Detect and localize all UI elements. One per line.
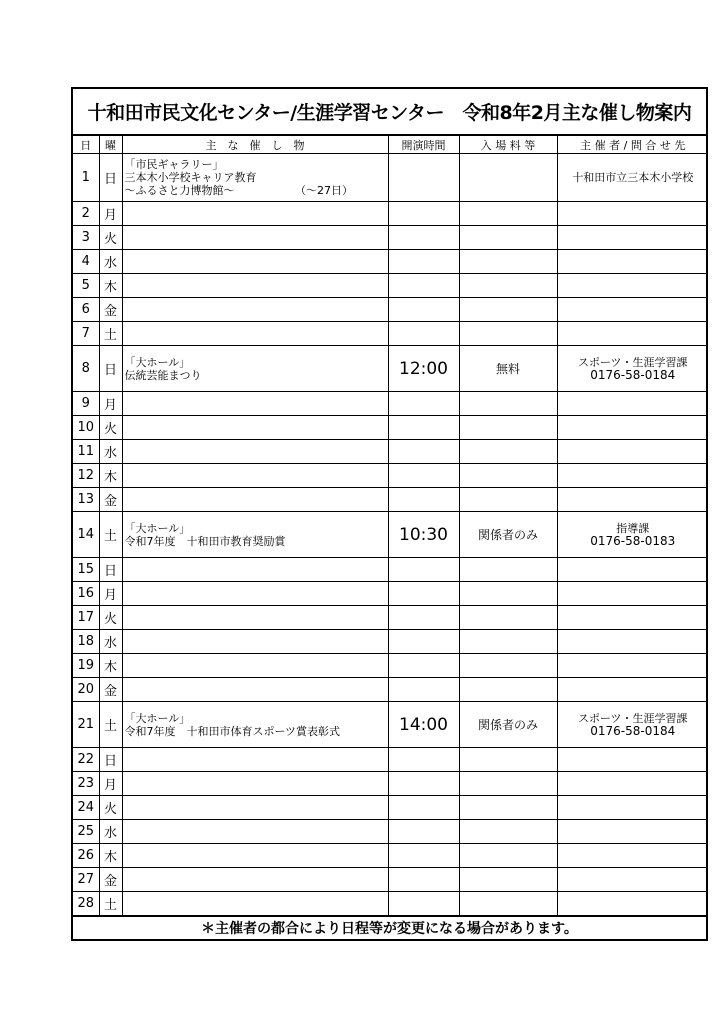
time-cell [388,298,459,322]
day-cell: 7 [73,322,99,346]
time-cell [388,606,459,630]
day-cell: 9 [73,392,99,416]
header-day: 日 [73,136,99,154]
header-fee: 入 場 料 等 [459,136,557,154]
time-cell [388,772,459,796]
weekday-cell: 日 [99,748,122,772]
day-cell: 23 [73,772,99,796]
time-cell [388,464,459,488]
weekday-cell: 金 [99,868,122,892]
page-title: 十和田市民文化センター/生涯学習センター 令和8年2月主な催し物案内 [73,89,706,136]
day-cell: 17 [73,606,99,630]
table-row [73,322,708,346]
fee-cell [459,202,557,226]
event-venue: 「大ホール」 [124,521,191,535]
day-cell: 22 [73,748,99,772]
fee-cell [459,558,557,582]
fee-cell [459,392,557,416]
fee-cell: 無料 [459,346,557,392]
time-cell [388,416,459,440]
time-cell [388,558,459,582]
time-cell: 14:00 [388,702,459,748]
table-row [73,654,708,678]
organizer-cell [557,440,708,464]
fee-cell [459,654,557,678]
table-row [73,226,708,250]
fee-cell [459,582,557,606]
organizer-cell [557,274,708,298]
organizer-cell [557,488,708,512]
day-cell: 25 [73,820,99,844]
time-cell [388,844,459,868]
weekday-cell: 土 [99,702,122,748]
organizer-cell [557,702,708,748]
organizer-cell [557,346,708,392]
event-cell [122,488,388,512]
event-venue: 「市民ギャラリー」 [124,158,224,171]
event-cell [122,322,388,346]
header-time: 開演時間 [388,136,459,154]
table-row [73,154,708,202]
time-cell [388,630,459,654]
table-row [73,892,708,916]
header-event: 主 な 催 し 物 [122,136,388,154]
fee-cell [459,796,557,820]
day-cell: 1 [73,154,99,202]
table-row [73,772,708,796]
organizer-cell [557,202,708,226]
time-cell [388,820,459,844]
organizer-cell [557,154,708,202]
weekday-cell: 木 [99,844,122,868]
day-cell: 19 [73,654,99,678]
event-venue: 「大ホール」 [124,711,191,725]
weekday-cell: 土 [99,512,122,558]
day-cell: 21 [73,702,99,748]
table-row [73,202,708,226]
time-cell [388,154,459,202]
fee-cell [459,464,557,488]
header-weekday: 曜 [99,136,122,154]
time-cell: 12:00 [388,346,459,392]
table-row [73,558,708,582]
table-row [73,748,708,772]
time-cell [388,274,459,298]
weekday-cell: 水 [99,630,122,654]
weekday-cell: 水 [99,250,122,274]
time-cell [388,250,459,274]
organizer-cell [557,322,708,346]
organizer-cell [557,606,708,630]
event-cell [122,154,388,202]
event-cell [122,274,388,298]
table-row [73,844,708,868]
table-row [73,346,708,392]
event-cell [122,346,388,392]
day-cell: 3 [73,226,99,250]
weekday-cell: 水 [99,440,122,464]
organizer-cell [557,582,708,606]
event-title-line: 三本木小学校キャリア教育 [124,171,257,184]
event-cell [122,606,388,630]
fee-cell [459,274,557,298]
day-cell: 24 [73,796,99,820]
fee-cell [459,868,557,892]
organizer-name: 十和田市立三本木小学校 [572,171,694,184]
event-title-line: 令和7年度 十和田市体育スポーツ賞表彰式 [124,724,341,738]
organizer-cell [557,892,708,916]
time-cell [388,796,459,820]
fee-cell [459,416,557,440]
weekday-cell: 木 [99,654,122,678]
organizer-cell [557,226,708,250]
weekday-cell: 木 [99,274,122,298]
event-cell [122,796,388,820]
event-cell [122,440,388,464]
event-title-line: ～ふるさと力博物館～ （～27日） [124,184,353,197]
weekday-cell: 月 [99,392,122,416]
time-cell [388,892,459,916]
day-cell: 16 [73,582,99,606]
table-row [73,274,708,298]
organizer-name: スポーツ・生涯学習課 [577,711,688,725]
day-cell: 18 [73,630,99,654]
event-cell [122,582,388,606]
event-cell [122,868,388,892]
day-cell: 13 [73,488,99,512]
time-cell [388,748,459,772]
event-cell [122,416,388,440]
day-cell: 5 [73,274,99,298]
time-cell [388,582,459,606]
fee-cell [459,298,557,322]
event-title-line: 伝統芸能まつり [124,368,202,382]
weekday-cell: 日 [99,154,122,202]
organizer-cell [557,464,708,488]
weekday-cell: 月 [99,202,122,226]
time-cell [388,392,459,416]
time-cell [388,488,459,512]
schedule-body [73,154,708,916]
fee-cell [459,440,557,464]
fee-cell [459,844,557,868]
table-row [73,512,708,558]
table-row [73,488,708,512]
day-cell: 12 [73,464,99,488]
event-cell [122,844,388,868]
fee-cell [459,154,557,202]
organizer-cell [557,512,708,558]
event-cell [122,678,388,702]
weekday-cell: 土 [99,322,122,346]
event-venue: 「大ホール」 [124,355,191,369]
organizer-phone: 0176-58-0184 [590,723,676,738]
header-row [73,136,708,154]
organizer-cell [557,844,708,868]
weekday-cell: 日 [99,346,122,392]
event-cell [122,702,388,748]
day-cell: 10 [73,416,99,440]
fee-cell [459,630,557,654]
time-cell: 10:30 [388,512,459,558]
event-cell [122,772,388,796]
weekday-cell: 木 [99,464,122,488]
table-row [73,440,708,464]
table-row [73,702,708,748]
table-row [73,464,708,488]
weekday-cell: 月 [99,582,122,606]
organizer-cell [557,392,708,416]
day-cell: 2 [73,202,99,226]
weekday-cell: 金 [99,298,122,322]
organizer-name: スポーツ・生涯学習課 [577,355,688,369]
day-cell: 20 [73,678,99,702]
day-cell: 27 [73,868,99,892]
fee-cell [459,322,557,346]
event-title-line: 令和7年度 十和田市教育奨励賞 [124,534,286,548]
organizer-cell [557,630,708,654]
event-cell [122,512,388,558]
event-cell [122,226,388,250]
event-cell [122,748,388,772]
table-row [73,678,708,702]
table-row [73,416,708,440]
day-cell: 14 [73,512,99,558]
table-row [73,796,708,820]
table-row [73,630,708,654]
organizer-cell [557,416,708,440]
weekday-cell: 土 [99,892,122,916]
organizer-cell [557,868,708,892]
organizer-phone: 0176-58-0183 [590,533,676,548]
organizer-phone: 0176-58-0184 [590,367,676,382]
organizer-cell [557,654,708,678]
weekday-cell: 金 [99,678,122,702]
organizer-cell [557,796,708,820]
fee-cell [459,606,557,630]
table-row [73,868,708,892]
organizer-cell [557,250,708,274]
organizer-cell [557,748,708,772]
schedule-sheet [71,87,708,941]
event-cell [122,298,388,322]
organizer-cell [557,298,708,322]
fee-cell [459,226,557,250]
header-organizer: 主 催 者 / 問 合 せ 先 [557,136,708,154]
weekday-cell: 日 [99,558,122,582]
organizer-cell [557,678,708,702]
footer-note: ＊主催者の都合により日程等が変更になる場合があります。 [73,916,706,939]
time-cell [388,322,459,346]
organizer-cell [557,820,708,844]
day-cell: 4 [73,250,99,274]
event-cell [122,250,388,274]
weekday-cell: 火 [99,226,122,250]
weekday-cell: 金 [99,488,122,512]
table-row [73,820,708,844]
day-cell: 8 [73,346,99,392]
event-cell [122,820,388,844]
schedule-table [73,136,708,916]
fee-cell [459,678,557,702]
day-cell: 11 [73,440,99,464]
organizer-cell [557,558,708,582]
time-cell [388,202,459,226]
event-cell [122,630,388,654]
table-row [73,392,708,416]
organizer-name: 指導課 [616,521,650,535]
day-cell: 28 [73,892,99,916]
event-cell [122,654,388,678]
day-cell: 15 [73,558,99,582]
table-row [73,250,708,274]
time-cell [388,678,459,702]
table-row [73,606,708,630]
fee-cell [459,772,557,796]
weekday-cell: 水 [99,820,122,844]
fee-cell [459,748,557,772]
weekday-cell: 火 [99,796,122,820]
weekday-cell: 火 [99,416,122,440]
fee-cell [459,892,557,916]
event-cell [122,202,388,226]
table-row [73,582,708,606]
fee-cell [459,820,557,844]
organizer-cell [557,772,708,796]
fee-cell [459,488,557,512]
event-cell [122,892,388,916]
fee-cell [459,250,557,274]
event-cell [122,392,388,416]
table-row [73,298,708,322]
time-cell [388,654,459,678]
time-cell [388,868,459,892]
event-cell [122,464,388,488]
day-cell: 26 [73,844,99,868]
time-cell [388,440,459,464]
weekday-cell: 火 [99,606,122,630]
time-cell [388,226,459,250]
fee-cell: 関係者のみ [459,702,557,748]
day-cell: 6 [73,298,99,322]
weekday-cell: 月 [99,772,122,796]
event-cell [122,558,388,582]
fee-cell: 関係者のみ [459,512,557,558]
